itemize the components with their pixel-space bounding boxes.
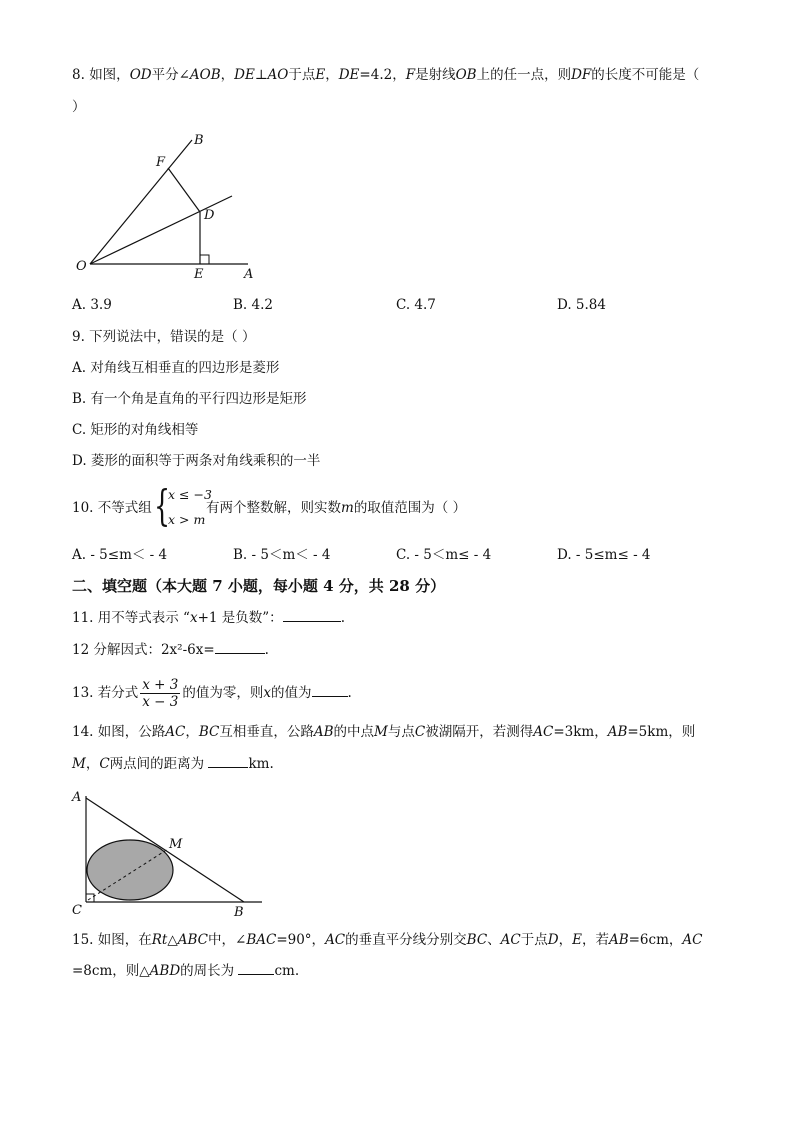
ray-od (90, 196, 232, 264)
q14-lake-figure (68, 786, 270, 920)
q9-option-a[interactable]: A. 对角线互相垂直的四边形是菱形 (72, 360, 280, 376)
q15-stem-line2: =8cm，则△ABD的周长为 cm. (72, 963, 300, 979)
q10-option-a[interactable]: A. - 5≤m＜ - 4 (72, 547, 168, 563)
label-f: F (156, 155, 166, 170)
q13-fraction: $\frac{x + 3}{x - 3}$ (142, 677, 179, 710)
q9-option-d[interactable]: D. 菱形的面积等于两条对角线乘积的一半 (72, 453, 321, 469)
label-a: A (244, 267, 254, 282)
label-m: M (169, 837, 183, 852)
q8-angle-bisector-figure (70, 128, 270, 283)
q8-option-d[interactable]: D. 5.84 (557, 297, 606, 313)
q8-stem-line2: ） (72, 99, 86, 115)
q15-answer-blank[interactable] (238, 962, 274, 975)
q11-answer-blank[interactable] (283, 609, 341, 622)
right-angle-mark (86, 894, 94, 902)
q10-option-d[interactable]: D. - 5≤m≤ - 4 (557, 547, 651, 563)
ray-ob (90, 140, 192, 264)
q14-answer-blank[interactable] (208, 755, 248, 768)
label-e: E (194, 267, 204, 282)
label-a: A (72, 790, 82, 805)
label-c: C (72, 903, 82, 918)
q8-option-b[interactable]: B. 4.2 (233, 297, 273, 313)
segment-fd (168, 168, 200, 212)
label-b: B (234, 905, 244, 920)
q12-stem: 12 分解因式：2x²-6x= . (72, 642, 269, 658)
q8-option-c[interactable]: C. 4.7 (396, 297, 436, 313)
q9-stem: 9. 下列说法中，错误的是（ ） (72, 329, 256, 345)
label-o: O (76, 259, 87, 274)
q12-answer-blank[interactable] (215, 641, 265, 654)
q9-option-b[interactable]: B. 有一个角是直角的平行四边形是矩形 (72, 391, 307, 407)
lake (87, 840, 173, 900)
q15-stem-line1: 15. 如图，在Rt△ABC中，∠BAC=90°，AC的垂直平分线分别交BC、AC于点D，E，若AB=6cm，AC (72, 932, 703, 948)
q9-option-c[interactable]: C. 矩形的对角线相等 (72, 422, 199, 438)
q10-option-b[interactable]: B. - 5＜m＜ - 4 (233, 547, 331, 563)
q13-stem: 13. 若分式 $\frac{x + 3}{x - 3}$ 的值为零，则x的值为 . (72, 677, 352, 710)
q10-inequality-1: x ≤ −3 (168, 487, 212, 502)
q13-answer-blank[interactable] (312, 684, 348, 697)
q8-stem-line1: 8. 如图，OD平分∠AOB，DE⊥AO于点E，DE=4.2，F是射线OB上的任一点，则DF的长度不可能是（ (72, 67, 700, 83)
q10-brace: { (154, 481, 171, 530)
q10-stem: 10. 不等式组 (72, 500, 152, 516)
q10-option-c[interactable]: C. - 5＜m≤ - 4 (396, 547, 492, 563)
q14-stem-line1: 14. 如图，公路AC，BC互相垂直，公路AB的中点M与点C被湖隔开，若测得AC=3km，AB=5km，则 (72, 724, 696, 740)
right-angle-mark (200, 255, 209, 264)
label-b: B (194, 133, 204, 148)
section-2-title: 二、填空题（本大题 7 小题，每小题 4 分，共 28 分） (72, 577, 446, 595)
label-d: D (204, 208, 215, 223)
q11-stem: 11. 用不等式表示 “x+1 是负数”： . (72, 610, 345, 626)
q10-stem-tail: 有两个整数解，则实数m的取值范围为（ ） (206, 500, 467, 516)
q10-inequality-2: x > m (168, 512, 206, 527)
q14-stem-line2: M，C两点间的距离为 km. (72, 756, 274, 772)
q8-option-a[interactable]: A. 3.9 (72, 297, 112, 313)
